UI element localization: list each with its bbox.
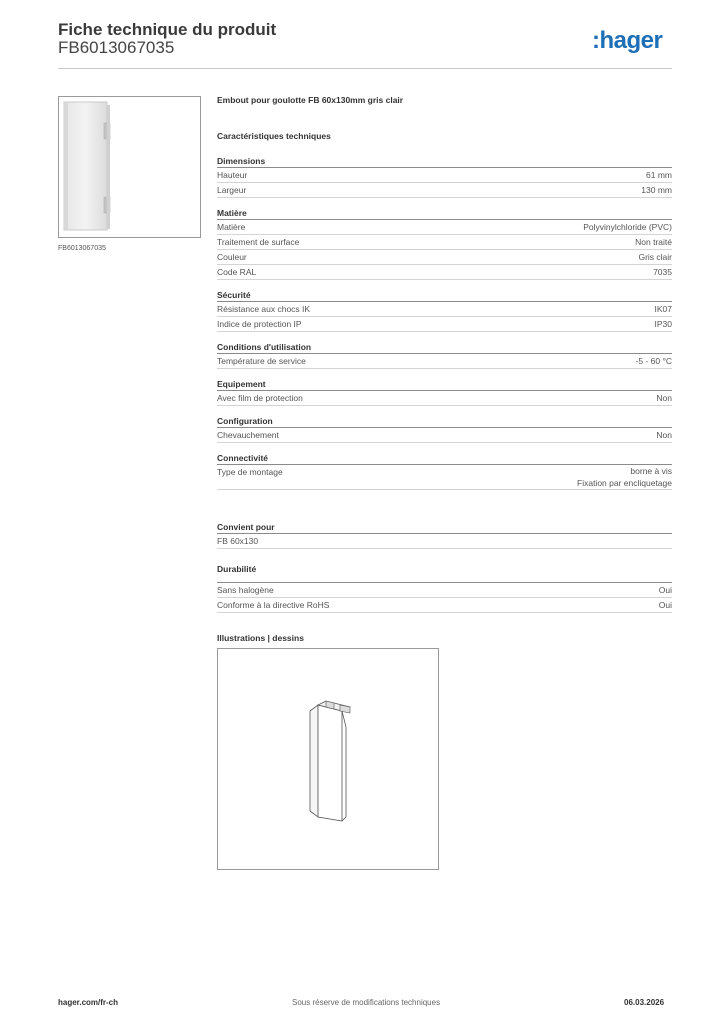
characteristics-title: Caractéristiques techniques bbox=[217, 131, 331, 141]
spec-section-connectivity bbox=[217, 452, 672, 490]
spec-label: Sans halogène bbox=[217, 585, 274, 595]
section-title: Equipement bbox=[217, 378, 672, 391]
section-title: Convient pour bbox=[217, 521, 672, 534]
product-image bbox=[58, 96, 201, 238]
spec-label: Largeur bbox=[217, 185, 247, 195]
section-title: Matière bbox=[217, 207, 672, 220]
spec-label: Code RAL bbox=[217, 267, 257, 277]
spec-row bbox=[217, 583, 672, 598]
spec-value: Gris clair bbox=[638, 252, 672, 262]
spec-section-security bbox=[217, 289, 672, 332]
section-title: Durabilité bbox=[217, 563, 672, 583]
spec-row bbox=[217, 354, 672, 369]
spec-label: Température de service bbox=[217, 356, 306, 366]
spec-row bbox=[217, 168, 672, 183]
spec-section-compatibility bbox=[217, 521, 672, 549]
spec-row bbox=[217, 317, 672, 332]
header-divider bbox=[58, 68, 672, 69]
spec-label: FB 60x130 bbox=[217, 536, 259, 546]
spec-row bbox=[217, 465, 672, 490]
spec-value: -5 - 60 °C bbox=[635, 356, 672, 366]
spec-value: Non bbox=[656, 430, 672, 440]
spec-value: Non traité bbox=[635, 237, 672, 247]
spec-row bbox=[217, 428, 672, 443]
spec-section-material bbox=[217, 207, 672, 280]
spec-row bbox=[217, 391, 672, 406]
section-title: Connectivité bbox=[217, 452, 672, 465]
section-title: Sécurité bbox=[217, 289, 672, 302]
spec-value: Oui bbox=[658, 585, 672, 595]
section-title: Dimensions bbox=[217, 155, 672, 168]
spec-value: 130 mm bbox=[641, 185, 672, 195]
spec-value: 7035 bbox=[653, 267, 672, 277]
spec-value: Non bbox=[656, 393, 672, 403]
illustration-drawing bbox=[217, 648, 439, 870]
spec-row bbox=[217, 183, 672, 198]
spec-section-conditions bbox=[217, 341, 672, 369]
spec-row bbox=[217, 265, 672, 280]
spec-row bbox=[217, 302, 672, 317]
spec-value: 61 mm bbox=[646, 170, 672, 180]
spec-value-line: Fixation par encliquetage bbox=[577, 478, 672, 488]
spec-value-line: borne à vis bbox=[630, 466, 672, 476]
spec-value: IK07 bbox=[654, 304, 672, 314]
end-cap-drawing bbox=[218, 649, 438, 869]
spec-label: Matière bbox=[217, 222, 246, 232]
spec-row bbox=[217, 598, 672, 613]
spec-label: Résistance aux chocs IK bbox=[217, 304, 311, 314]
hager-logo: :hager bbox=[592, 27, 663, 54]
spec-label: Traitement de surface bbox=[217, 237, 300, 247]
spec-label: Type de montage bbox=[217, 467, 283, 477]
spec-label: Conforme à la directive RoHS bbox=[217, 600, 330, 610]
spec-column bbox=[217, 95, 672, 643]
end-cap-photo bbox=[59, 97, 200, 237]
spec-section-durability bbox=[217, 563, 672, 613]
spec-row bbox=[217, 250, 672, 265]
spec-value: Polyvinylchloride (PVC) bbox=[583, 222, 672, 232]
product-image-caption: FB6013067035 bbox=[58, 245, 106, 252]
spec-row bbox=[217, 235, 672, 250]
spec-section-configuration bbox=[217, 415, 672, 443]
spec-row bbox=[217, 534, 672, 549]
footer-notice: Sous réserve de modifications techniques bbox=[292, 998, 441, 1007]
spec-section-equipment bbox=[217, 378, 672, 406]
product-name: Embout pour goulotte FB 60x130mm gris clair bbox=[217, 95, 404, 105]
spec-label: Couleur bbox=[217, 252, 247, 262]
spec-value: Oui bbox=[658, 600, 672, 610]
spec-label: Indice de protection IP bbox=[217, 319, 302, 329]
spec-value: IP30 bbox=[654, 319, 672, 329]
page-title: Fiche technique du produit bbox=[58, 20, 277, 39]
footer-website[interactable]: hager.com/fr-ch bbox=[58, 998, 119, 1007]
footer-date: 06.03.2026 bbox=[624, 998, 665, 1007]
spec-section-dimensions bbox=[217, 155, 672, 198]
spec-label: Chevauchement bbox=[217, 430, 279, 440]
product-reference: FB6013067035 bbox=[58, 38, 175, 57]
section-title: Configuration bbox=[217, 415, 672, 428]
spec-label: Hauteur bbox=[217, 170, 248, 180]
spec-label: Avec film de protection bbox=[217, 393, 303, 403]
spec-row bbox=[217, 220, 672, 235]
illustrations-title: Illustrations | dessins bbox=[217, 633, 304, 643]
spec-value bbox=[577, 465, 672, 489]
section-title: Conditions d'utilisation bbox=[217, 341, 672, 354]
